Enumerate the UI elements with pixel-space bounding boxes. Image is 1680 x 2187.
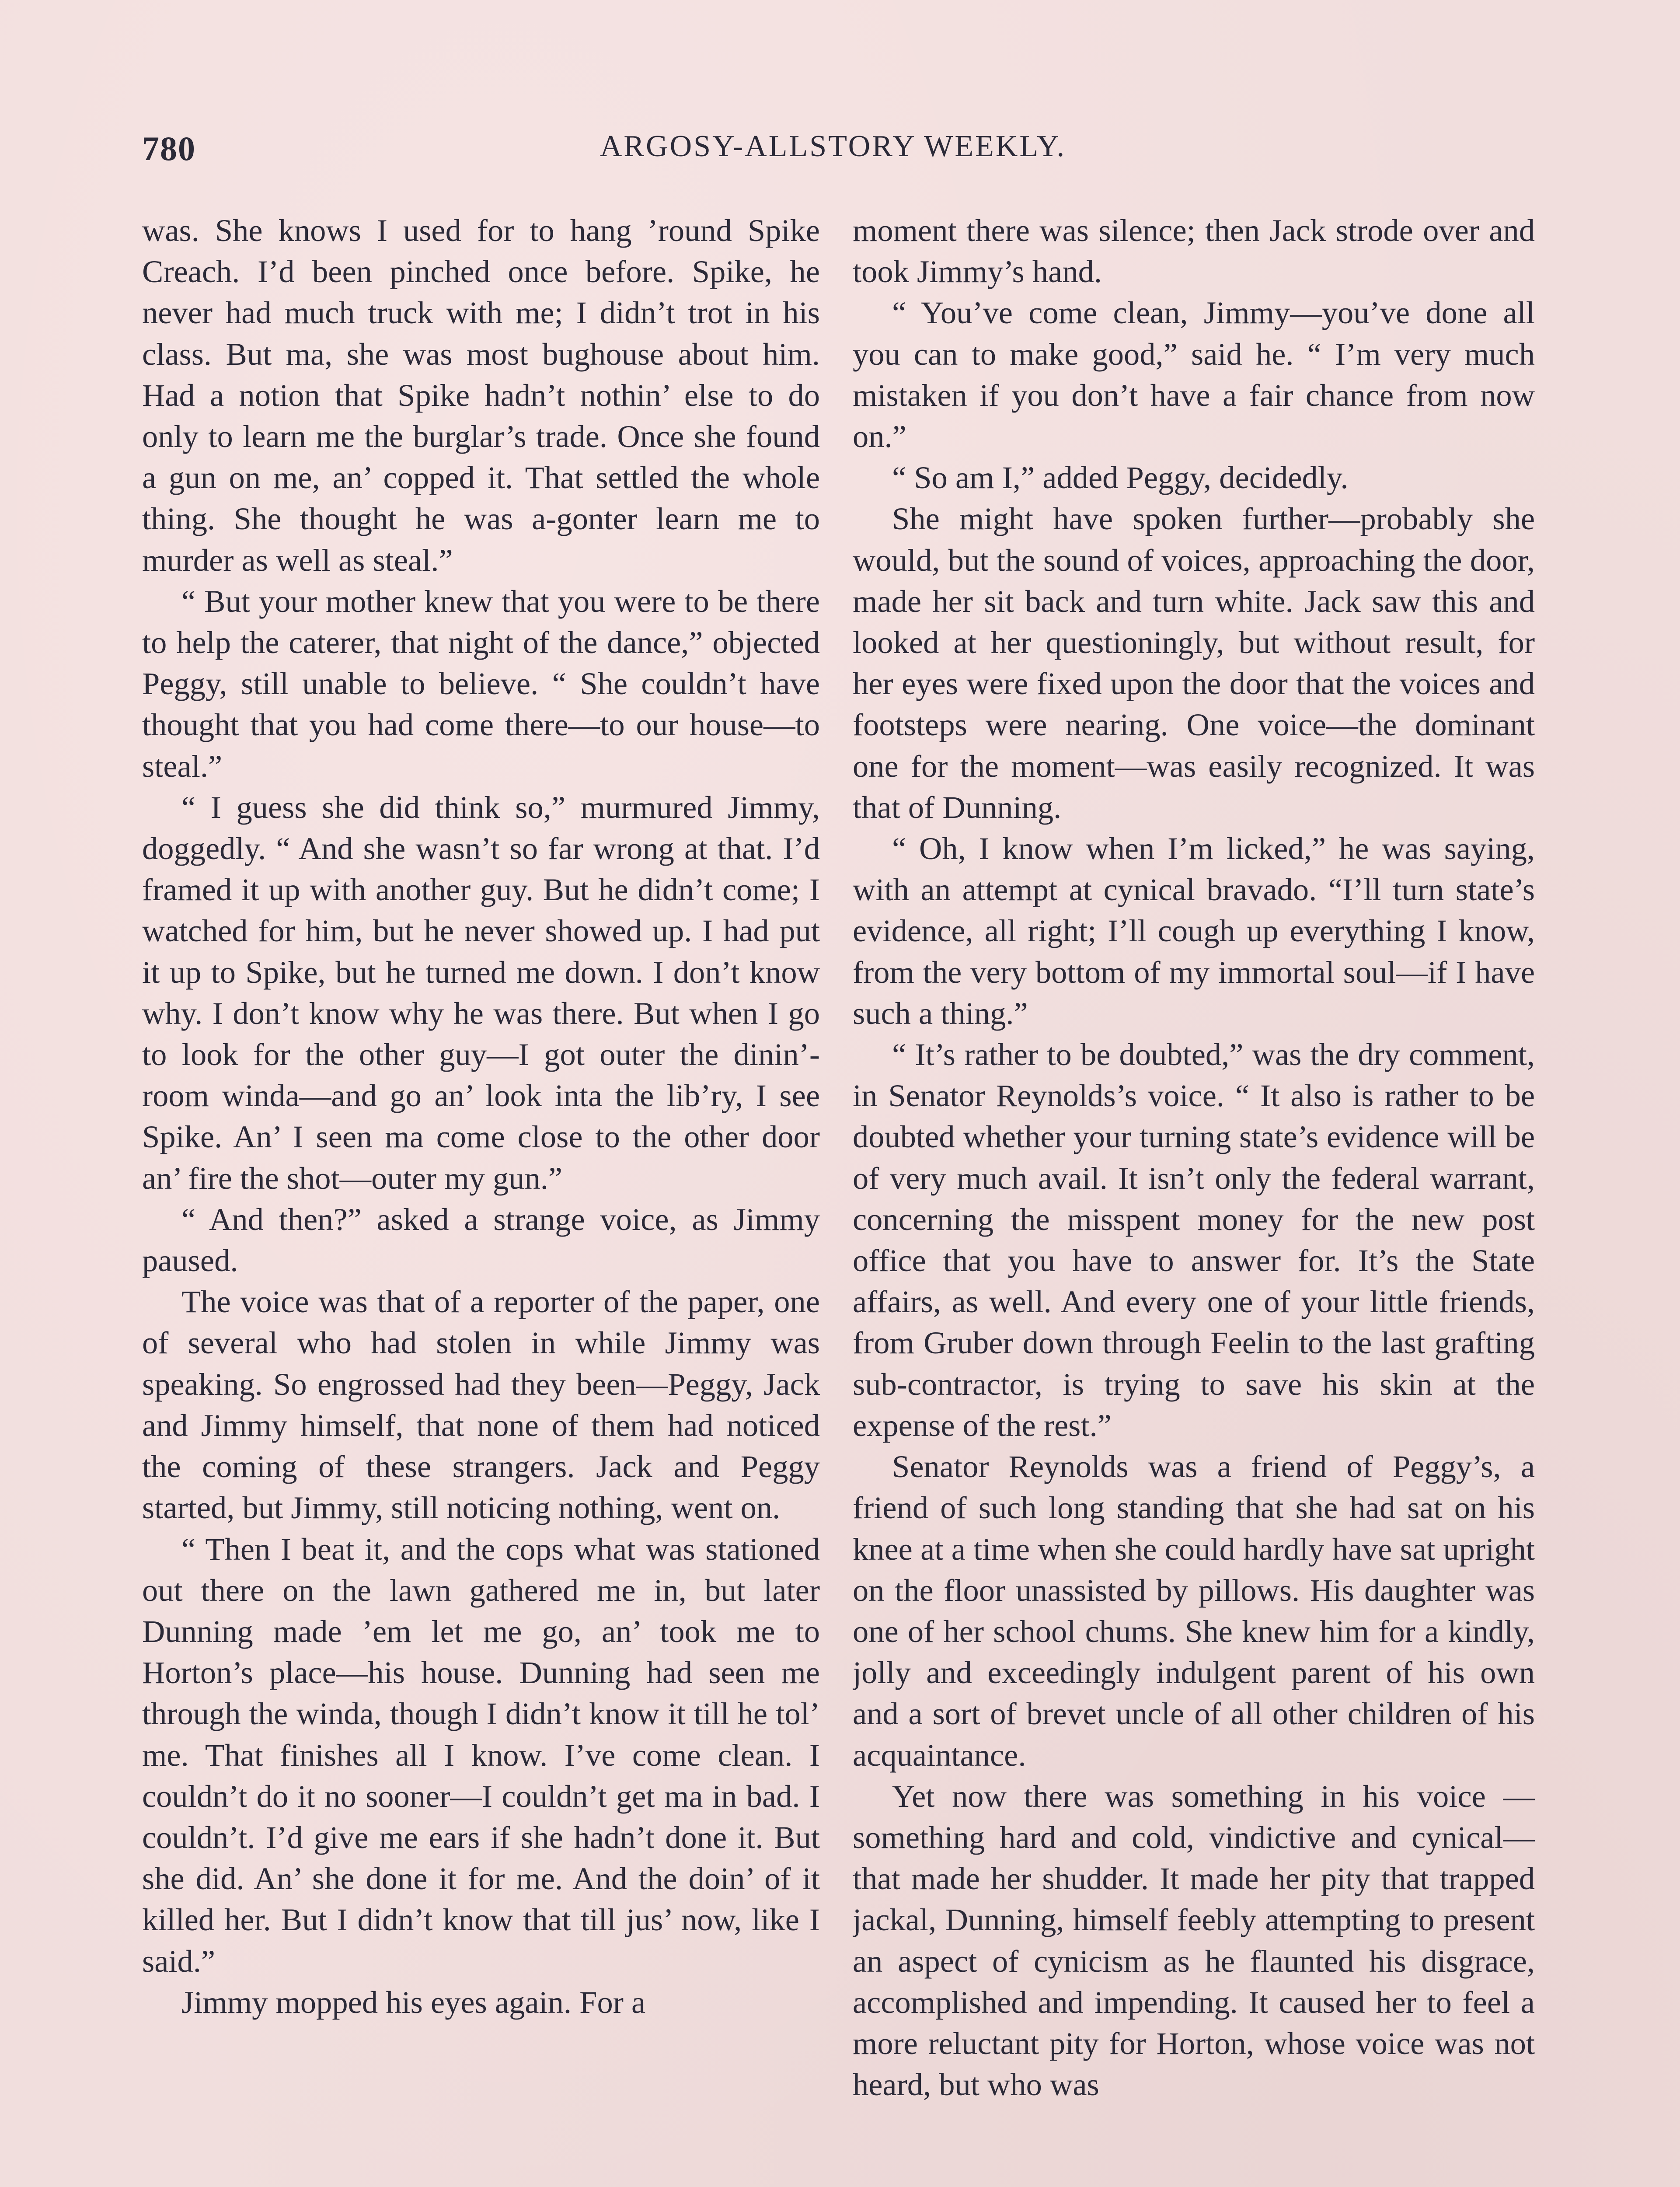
paragraph: “ But your mother knew that you were to be there to help the caterer, that night of the dance,” objected Peggy, still unable to believe. “ She couldn’t have thought that you had come there—to our house—to steal.” [142, 583, 820, 784]
paragraph: “ I guess she did think so,” murmured Jimmy, doggedly. “ And she wasn’t so far wrong at that. I’d framed it up with another guy. But he didn’t come; I watched for him, but he never showed up. I had put it up to Spike, but he turned me down. I don’t know why. I don’t know why he was there. But when I go to look for the other guy—I got outer the dinin’-room winda—and go an’ look inta the lib’ry, I see Spike. An’ I seen ma come close to the other door an’ fire the shot—outer my gun.” [142, 789, 820, 1196]
paragraph: moment there was silence; then Jack strode over and took Jimmy’s hand. [853, 213, 1535, 290]
paragraph: She might have spoken further—probably she would, but the sound of voices, approaching the door, made her sit back and turn white. Jack saw this and looked at her questioningly, but without result, for her eyes were fixed upon the door that the voices and footsteps were nearing. One voice—the dominant one for the moment—was easily recognized. It was that of Dunning. [853, 501, 1535, 825]
paragraph: Yet now there was something in his voice —something hard and cold, vindictive and cynical—that made her shudder. It made her pity that trapped jackal, Dunning, himself feebly attempting to present an aspect of cynicism as he flaunted his disgrace, accomplished and impending. It caused her to feel a more reluctant pity for Horton, whose voice was not heard, but who was [853, 1778, 1535, 2103]
paragraph: “ Oh, I know when I’m licked,” he was saying, with an attempt at cynical bravado. “I’ll turn state’s evidence, all right; I’ll cough up everything I know, from the very bottom of my immortal soul—if I have such a thing.” [853, 831, 1535, 1031]
right-column [853, 210, 1535, 2187]
paragraph: “ You’ve come clean, Jimmy—you’ve done all you can to make good,” said he. “ I’m very much mistaken if you don’t have a fair chance from now on.” [853, 295, 1535, 454]
left-column [142, 210, 820, 2187]
paragraph: “ So am I,” added Peggy, decidedly. [892, 460, 1349, 496]
paragraph: The voice was that of a reporter of the paper, one of several who had stolen in while Jimmy was speaking. So engrossed had they been—Peggy, Jack and Jimmy himself, that none of them had noticed the coming of these strangers. Jack and Peggy started, but Jimmy, still noticing nothing, went on. [142, 1284, 820, 1526]
paragraph: was. She knows I used for to hang ’round Spike Creach. I’d been pinched once before. Spike, he never had much truck with me; I didn’t trot in his class. But ma, she was most bughouse about him. Had a notion that Spike hadn’t nothin’ else to do only to learn me the burglar’s trade. Once she found a gun on me, an’ copped it. That settled the whole thing. She thought he was a-gonter learn me to murder as well as steal.” [142, 213, 820, 578]
paragraph: Senator Reynolds was a friend of Peggy’s, a friend of such long standing that she had sat on his knee at a time when she could hardly have sat upright on the floor unassisted by pillows. His daughter was one of her school chums. She knew him for a kindly, jolly and exceedingly indulgent parent of his own and a sort of brevet uncle of all other children of his acquaintance. [853, 1449, 1535, 1773]
paragraph: “ Then I beat it, and the cops what was stationed out there on the lawn gathered me in, but later Dunning made ’em let me go, an’ took me to Horton’s place—his house. Dunning had seen me through the winda, though I didn’t know it till he tol’ me. That finishes all I know. I’ve come clean. I couldn’t do it no sooner—I couldn’t get ma in bad. I couldn’t. I’d give me ears if she hadn’t done it. But she did. An’ she done it for me. And the doin’ of it killed her. But I didn’t know that till jus’ now, like I said.” [142, 1531, 820, 1979]
page-header [142, 129, 1524, 182]
running-title: ARGOSY-ALLSTORY WEEKLY. [600, 129, 1067, 163]
paragraph: Jimmy mopped his eyes again. For a [181, 1984, 646, 2020]
page-number: 780 [142, 129, 196, 168]
paragraph: “ It’s rather to be doubted,” was the dry comment, in Senator Reynolds’s voice. “ It also is rather to be doubted whether your turning state’s evidence will be of very much avail. It isn’t only the federal warrant, concerning the misspent money for the new post office that you have to answer for. It’s the State affairs, as well. And every one of your little friends, from Gruber down through Feelin to the last grafting sub-contractor, is trying to save his skin at the expense of the rest.” [853, 1037, 1535, 1443]
paragraph: “ And then?” asked a strange voice, as Jimmy paused. [142, 1201, 820, 1279]
